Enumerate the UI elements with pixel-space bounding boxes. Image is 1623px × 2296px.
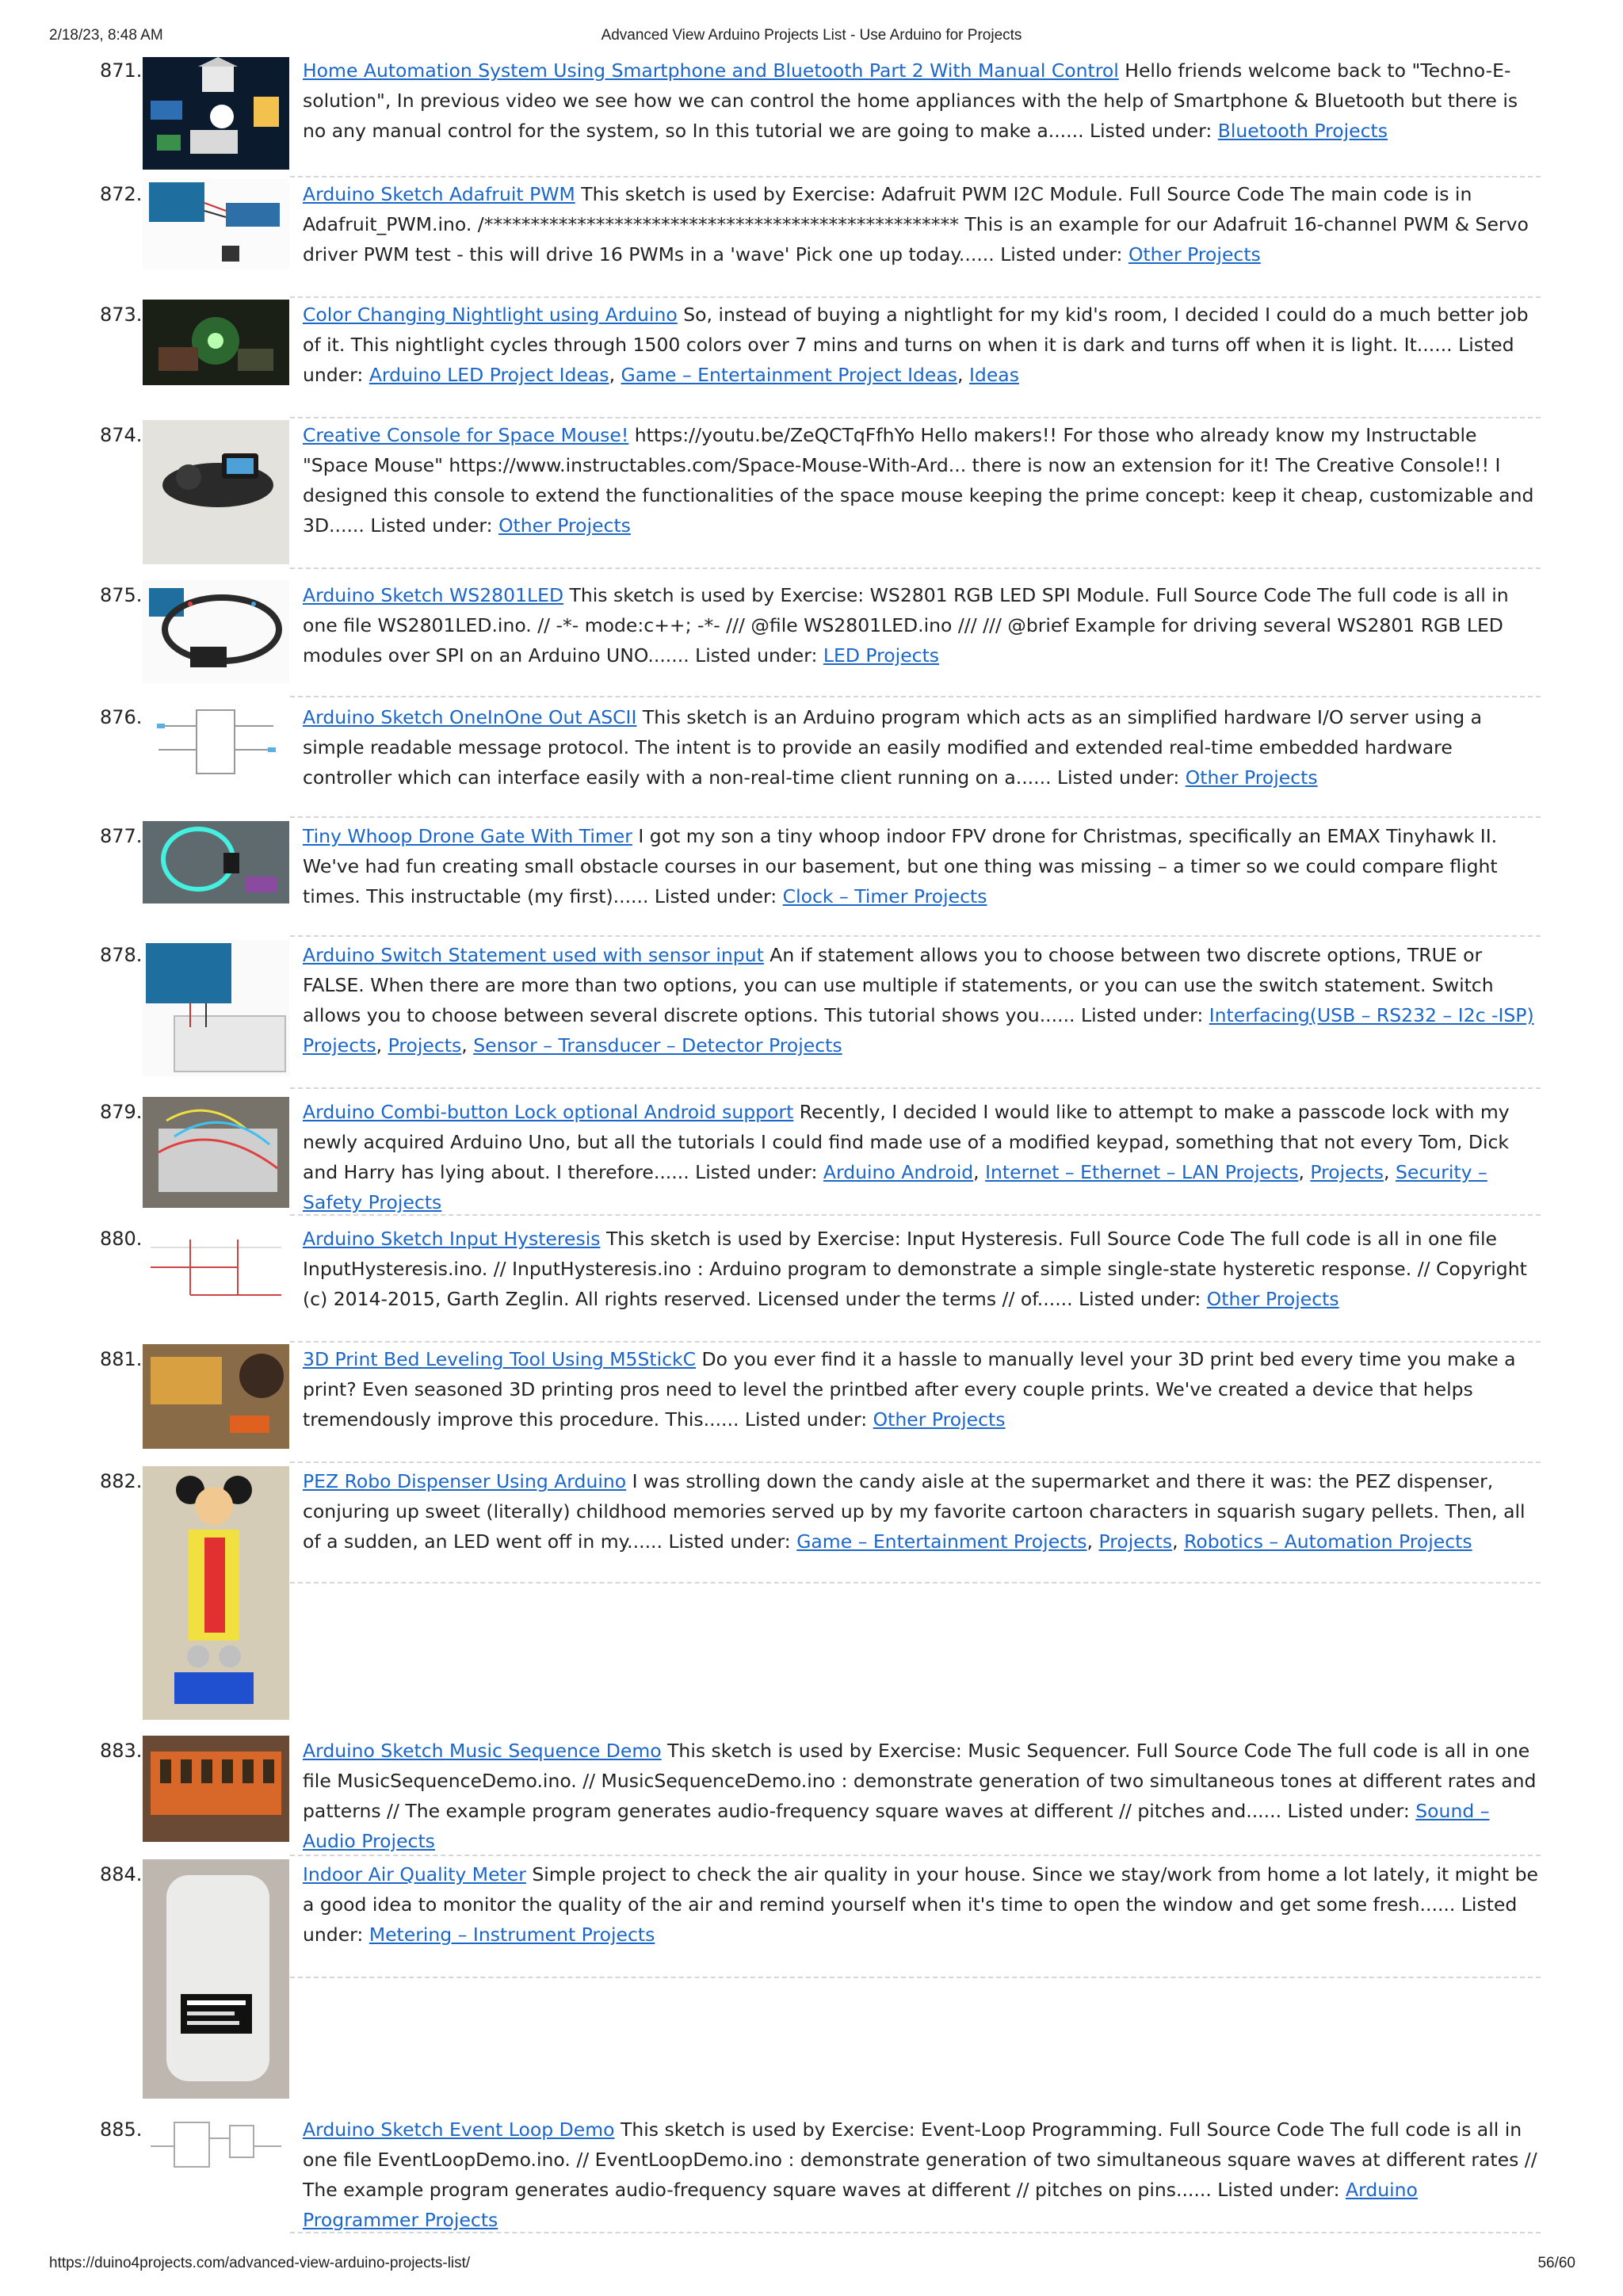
item-text xyxy=(303,580,1539,670)
item-divider xyxy=(290,296,1541,298)
item-number: 877. xyxy=(100,825,143,847)
item-text xyxy=(303,1344,1539,1435)
category-separator: , xyxy=(376,1034,388,1056)
item-number: 876. xyxy=(100,706,143,728)
project-description: This sketch is used by Exercise: Event-Loop Programming. Full Source Code The full code is all in one file EventLoopDemo.ino. // EventLoopDemo.ino : demonstrate generation of two simultaneous square waves at different rates // The example program generates audio-frequency square waves at different // pitches on pins...... Listed under: xyxy=(303,2118,1537,2201)
project-title-link[interactable]: Arduino Sketch Music Sequence Demo xyxy=(303,1740,662,1762)
project-thumbnail[interactable] xyxy=(143,1736,289,1842)
item-number: 883. xyxy=(100,1740,143,1762)
item-number: 875. xyxy=(100,584,143,606)
item-number: 881. xyxy=(100,1348,143,1370)
project-thumbnail[interactable] xyxy=(143,1344,289,1449)
print-datetime: 2/18/23, 8:48 AM xyxy=(49,27,163,44)
item-text xyxy=(303,2115,1539,2235)
project-description: This sketch is used by Exercise: Music Sequencer. Full Source Code The full code is all in one file MusicSequenceDemo.ino. // MusicSequenceDemo.ino : demonstrate generation of two simultaneous tones at different rates and patterns // The example program generates audio-frequency square waves at different // pitches and...... Listed under: xyxy=(303,1740,1537,1822)
category-link[interactable]: Game – Entertainment Projects xyxy=(796,1530,1087,1553)
project-thumbnail[interactable] xyxy=(143,57,289,170)
project-title-link[interactable]: Arduino Combi-button Lock optional Android support xyxy=(303,1101,794,1123)
project-description: Simple project to check the air quality in your house. Since we stay/work from home a lot lately, it might be a good idea to monitor the quality of the air and remind yourself when it's time to open the window and get some fresh...... Listed under: xyxy=(303,1863,1538,1946)
project-title-link[interactable]: Indoor Air Quality Meter xyxy=(303,1863,526,1885)
project-thumbnail[interactable] xyxy=(143,1859,289,2099)
category-separator: , xyxy=(973,1161,986,1183)
category-link[interactable]: Security – Safety Projects xyxy=(303,1161,1487,1213)
category-separator: , xyxy=(957,364,969,386)
category-link[interactable]: Projects xyxy=(388,1034,462,1056)
project-description: This sketch is an Arduino program which acts as an simplified hardware I/O server using a simple readable message protocol. The intent is to provide an easily modified and extended real-time embedded hardware controller which can interface easily with a non-real-time client running on a...... Listed under: xyxy=(303,706,1483,789)
project-thumbnail[interactable] xyxy=(143,1097,289,1208)
category-link[interactable]: Arduino Programmer Projects xyxy=(303,2179,1418,2231)
category-separator: , xyxy=(1172,1530,1185,1553)
project-description: So, instead of buying a nightlight for my kid's room, I decided I could do a much better job of it. This nightlight cycles through 1500 colors over 7 mins and turns on when it is dark and turns off when it is light. It...... Listed under: xyxy=(303,304,1529,386)
page-url: https://duino4projects.com/advanced-view-arduino-projects-list/ xyxy=(49,2255,471,2271)
category-link[interactable]: Game – Entertainment Project Ideas xyxy=(621,364,958,386)
item-text xyxy=(303,821,1539,911)
item-number: 879. xyxy=(100,1101,143,1123)
item-divider xyxy=(290,567,1541,569)
item-divider xyxy=(290,1855,1541,1856)
item-number: 874. xyxy=(100,424,143,446)
item-divider xyxy=(290,1461,1541,1463)
category-link[interactable]: LED Projects xyxy=(823,644,940,667)
category-link[interactable]: Projects xyxy=(1098,1530,1173,1553)
category-link[interactable]: Interfacing(USB – RS232 – I2c -ISP) Projects xyxy=(303,1004,1534,1056)
item-text xyxy=(303,702,1539,793)
project-title-link[interactable]: Arduino Sketch Event Loop Demo xyxy=(303,2118,615,2141)
project-thumbnail[interactable] xyxy=(143,821,289,904)
category-link[interactable]: Clock – Timer Projects xyxy=(782,885,987,907)
item-text xyxy=(303,300,1539,390)
category-separator: , xyxy=(1384,1161,1396,1183)
project-description: This sketch is used by Exercise: Adafruit PWM I2C Module. Full Source Code The main code is in Adafruit_PWM.ino. /*************************************************** This is an example for our Adafruit 16-channel PWM & Servo driver PWM test - this will drive 16 PWMs in a 'wave' Pick one up today...... Listed under: xyxy=(303,183,1529,266)
item-text xyxy=(303,55,1539,146)
project-title-link[interactable]: Home Automation System Using Smartphone and Bluetooth Part 2 With Manual Control xyxy=(303,59,1119,82)
category-link[interactable]: Sound – Audio Projects xyxy=(303,1800,1490,1852)
project-thumbnail[interactable] xyxy=(143,420,289,564)
project-title-link[interactable]: 3D Print Bed Leveling Tool Using M5StickC xyxy=(303,1348,697,1370)
item-divider xyxy=(290,935,1541,937)
item-number: 873. xyxy=(100,304,143,326)
category-separator: , xyxy=(461,1034,474,1056)
project-thumbnail[interactable] xyxy=(143,1224,289,1309)
item-text xyxy=(303,1466,1539,1557)
category-link[interactable]: Other Projects xyxy=(1128,243,1261,266)
project-thumbnail[interactable] xyxy=(143,1466,289,1720)
item-divider xyxy=(290,696,1541,697)
item-divider xyxy=(290,417,1541,418)
item-text xyxy=(303,1736,1539,1856)
project-description: This sketch is used by Exercise: Input Hysteresis. Full Source Code The full code is all in one file InputHysteresis.ino. // InputHysteresis.ino : Arduino program to demonstrate a simple single-state hysteretic response. // Copyright (c) 2014-2015, Garth Zeglin. All rights reserved. Licensed under the terms // of...... Listed under: xyxy=(303,1228,1527,1310)
item-number: 882. xyxy=(100,1470,143,1492)
project-title-link[interactable]: Arduino Switch Statement used with sensor input xyxy=(303,944,764,966)
item-text xyxy=(303,1224,1539,1314)
project-description: I got my son a tiny whoop indoor FPV drone for Christmas, specifically an EMAX Tinyhawk II. We've had fun creating small obstacle courses in our basement, but one thing was missing – a timer so we could compare flight times. This instructable (my first)...... Listed under: xyxy=(303,825,1498,907)
category-link[interactable]: Sensor – Transducer – Detector Projects xyxy=(473,1034,842,1056)
item-divider xyxy=(290,1341,1541,1343)
print-header xyxy=(0,27,1623,51)
project-thumbnail[interactable] xyxy=(143,179,289,269)
category-link[interactable]: Metering – Instrument Projects xyxy=(369,1924,655,1946)
category-separator: , xyxy=(609,364,621,386)
item-text xyxy=(303,940,1539,1060)
project-title-link[interactable]: Arduino Sketch Adafruit PWM xyxy=(303,183,575,205)
category-link[interactable]: Other Projects xyxy=(1206,1288,1339,1310)
category-separator: , xyxy=(1298,1161,1311,1183)
category-link[interactable]: Arduino LED Project Ideas xyxy=(369,364,609,386)
project-description: Recently, I decided I would like to attempt to make a passcode lock with my newly acquired Arduino Uno, but all the tutorials I could find made use of a modified keypad, something that not every Tom, Dick and Harry has lying about. I therefore...... Listed under: xyxy=(303,1101,1510,1183)
project-title-link[interactable]: Arduino Sketch WS2801LED xyxy=(303,584,564,606)
item-divider xyxy=(290,2232,1541,2233)
project-title-link[interactable]: Arduino Sketch OneInOne Out ASCII xyxy=(303,706,637,728)
project-title-link[interactable]: PEZ Robo Dispenser Using Arduino xyxy=(303,1470,627,1492)
project-description: Hello friends welcome back to "Techno-E-solution", In previous video we see how we can control the home appliances with the help of Smartphone & Bluetooth but there is no any manual control for the system, so In this tutorial we are going to make a...... Listed under: xyxy=(303,59,1518,142)
item-number: 871. xyxy=(100,59,143,82)
item-text xyxy=(303,1859,1539,1950)
item-text xyxy=(303,1097,1539,1217)
project-description: I was strolling down the candy aisle at the supermarket and there it was: the PEZ dispenser, conjuring up sweet (literally) childhood memories served up by my favorite cartoon characters in squarish sugary pellets. Then, all of a sudden, an LED went off in my...... Listed under: xyxy=(303,1470,1526,1553)
project-thumbnail[interactable] xyxy=(143,300,289,385)
project-title-link[interactable]: Arduino Sketch Input Hysteresis xyxy=(303,1228,601,1250)
item-divider xyxy=(290,816,1541,818)
category-link[interactable]: Other Projects xyxy=(498,514,631,537)
category-link[interactable]: Other Projects xyxy=(873,1408,1006,1431)
project-title-link[interactable]: Creative Console for Space Mouse! xyxy=(303,424,629,446)
print-page-title: Advanced View Arduino Projects List - Use Arduino for Projects xyxy=(601,27,1022,44)
project-thumbnail[interactable] xyxy=(143,702,289,781)
project-thumbnail[interactable] xyxy=(143,580,289,683)
category-link[interactable]: Projects xyxy=(1310,1161,1384,1183)
category-link[interactable]: Internet – Ethernet – LAN Projects xyxy=(985,1161,1299,1183)
category-link[interactable]: Bluetooth Projects xyxy=(1217,120,1388,142)
item-number: 885. xyxy=(100,2118,143,2141)
item-text xyxy=(303,420,1539,541)
project-description: Do you ever find it a hassle to manually level your 3D print bed every time you make a print? Even seasoned 3D printing pros need to level the printbed after every couple prints. We've created a device that helps tremendously improve this procedure. This...... Listed under: xyxy=(303,1348,1516,1431)
item-divider xyxy=(290,1087,1541,1089)
project-title-link[interactable]: Color Changing Nightlight using Arduino xyxy=(303,304,678,326)
category-link[interactable]: Robotics – Automation Projects xyxy=(1184,1530,1472,1553)
item-number: 878. xyxy=(100,944,143,966)
project-description: This sketch is used by Exercise: WS2801 RGB LED SPI Module. Full Source Code The full code is all in one file WS2801LED.ino. // -*- mode:c++; -*- /// @file WS2801LED.ino /// /// @brief Example for driving several WS2801 RGB LED modules over SPI on an Arduino UNO....... Listed under: xyxy=(303,584,1509,667)
item-divider xyxy=(290,1214,1541,1216)
item-divider xyxy=(290,176,1541,178)
item-divider xyxy=(290,1977,1541,1978)
project-description: https://youtu.be/ZeQCTqFfhYo Hello makers!! For those who already know my Instructable "Space Mouse" https://www.instructables.com/Space-Mouse-With-Ard... there is now an extension for it! The Creative Console!! I designed this console to extend the functionalities of the space mouse keeping the prime concept: keep it cheap, customizable and 3D...... Listed under: xyxy=(303,424,1534,537)
category-link[interactable]: Other Projects xyxy=(1185,766,1318,789)
item-number: 872. xyxy=(100,183,143,205)
item-number: 884. xyxy=(100,1863,143,1885)
project-thumbnail[interactable] xyxy=(143,940,289,1076)
project-description: An if statement allows you to choose between two discrete options, TRUE or FALSE. When there are more than two options, you can use multiple if statements, or you can use the switch statement. Switch allows you to choose between several discrete options. This tutorial shows you...... Listed under: xyxy=(303,944,1494,1026)
item-number: 880. xyxy=(100,1228,143,1250)
page-number: 56/60 xyxy=(1537,2255,1575,2271)
category-separator: , xyxy=(1086,1530,1099,1553)
project-title-link[interactable]: Tiny Whoop Drone Gate With Timer xyxy=(303,825,632,847)
category-link[interactable]: Ideas xyxy=(968,364,1019,386)
item-text xyxy=(303,179,1539,269)
category-link[interactable]: Arduino Android xyxy=(823,1161,974,1183)
item-divider xyxy=(290,1582,1541,1584)
project-thumbnail[interactable] xyxy=(143,2115,289,2178)
